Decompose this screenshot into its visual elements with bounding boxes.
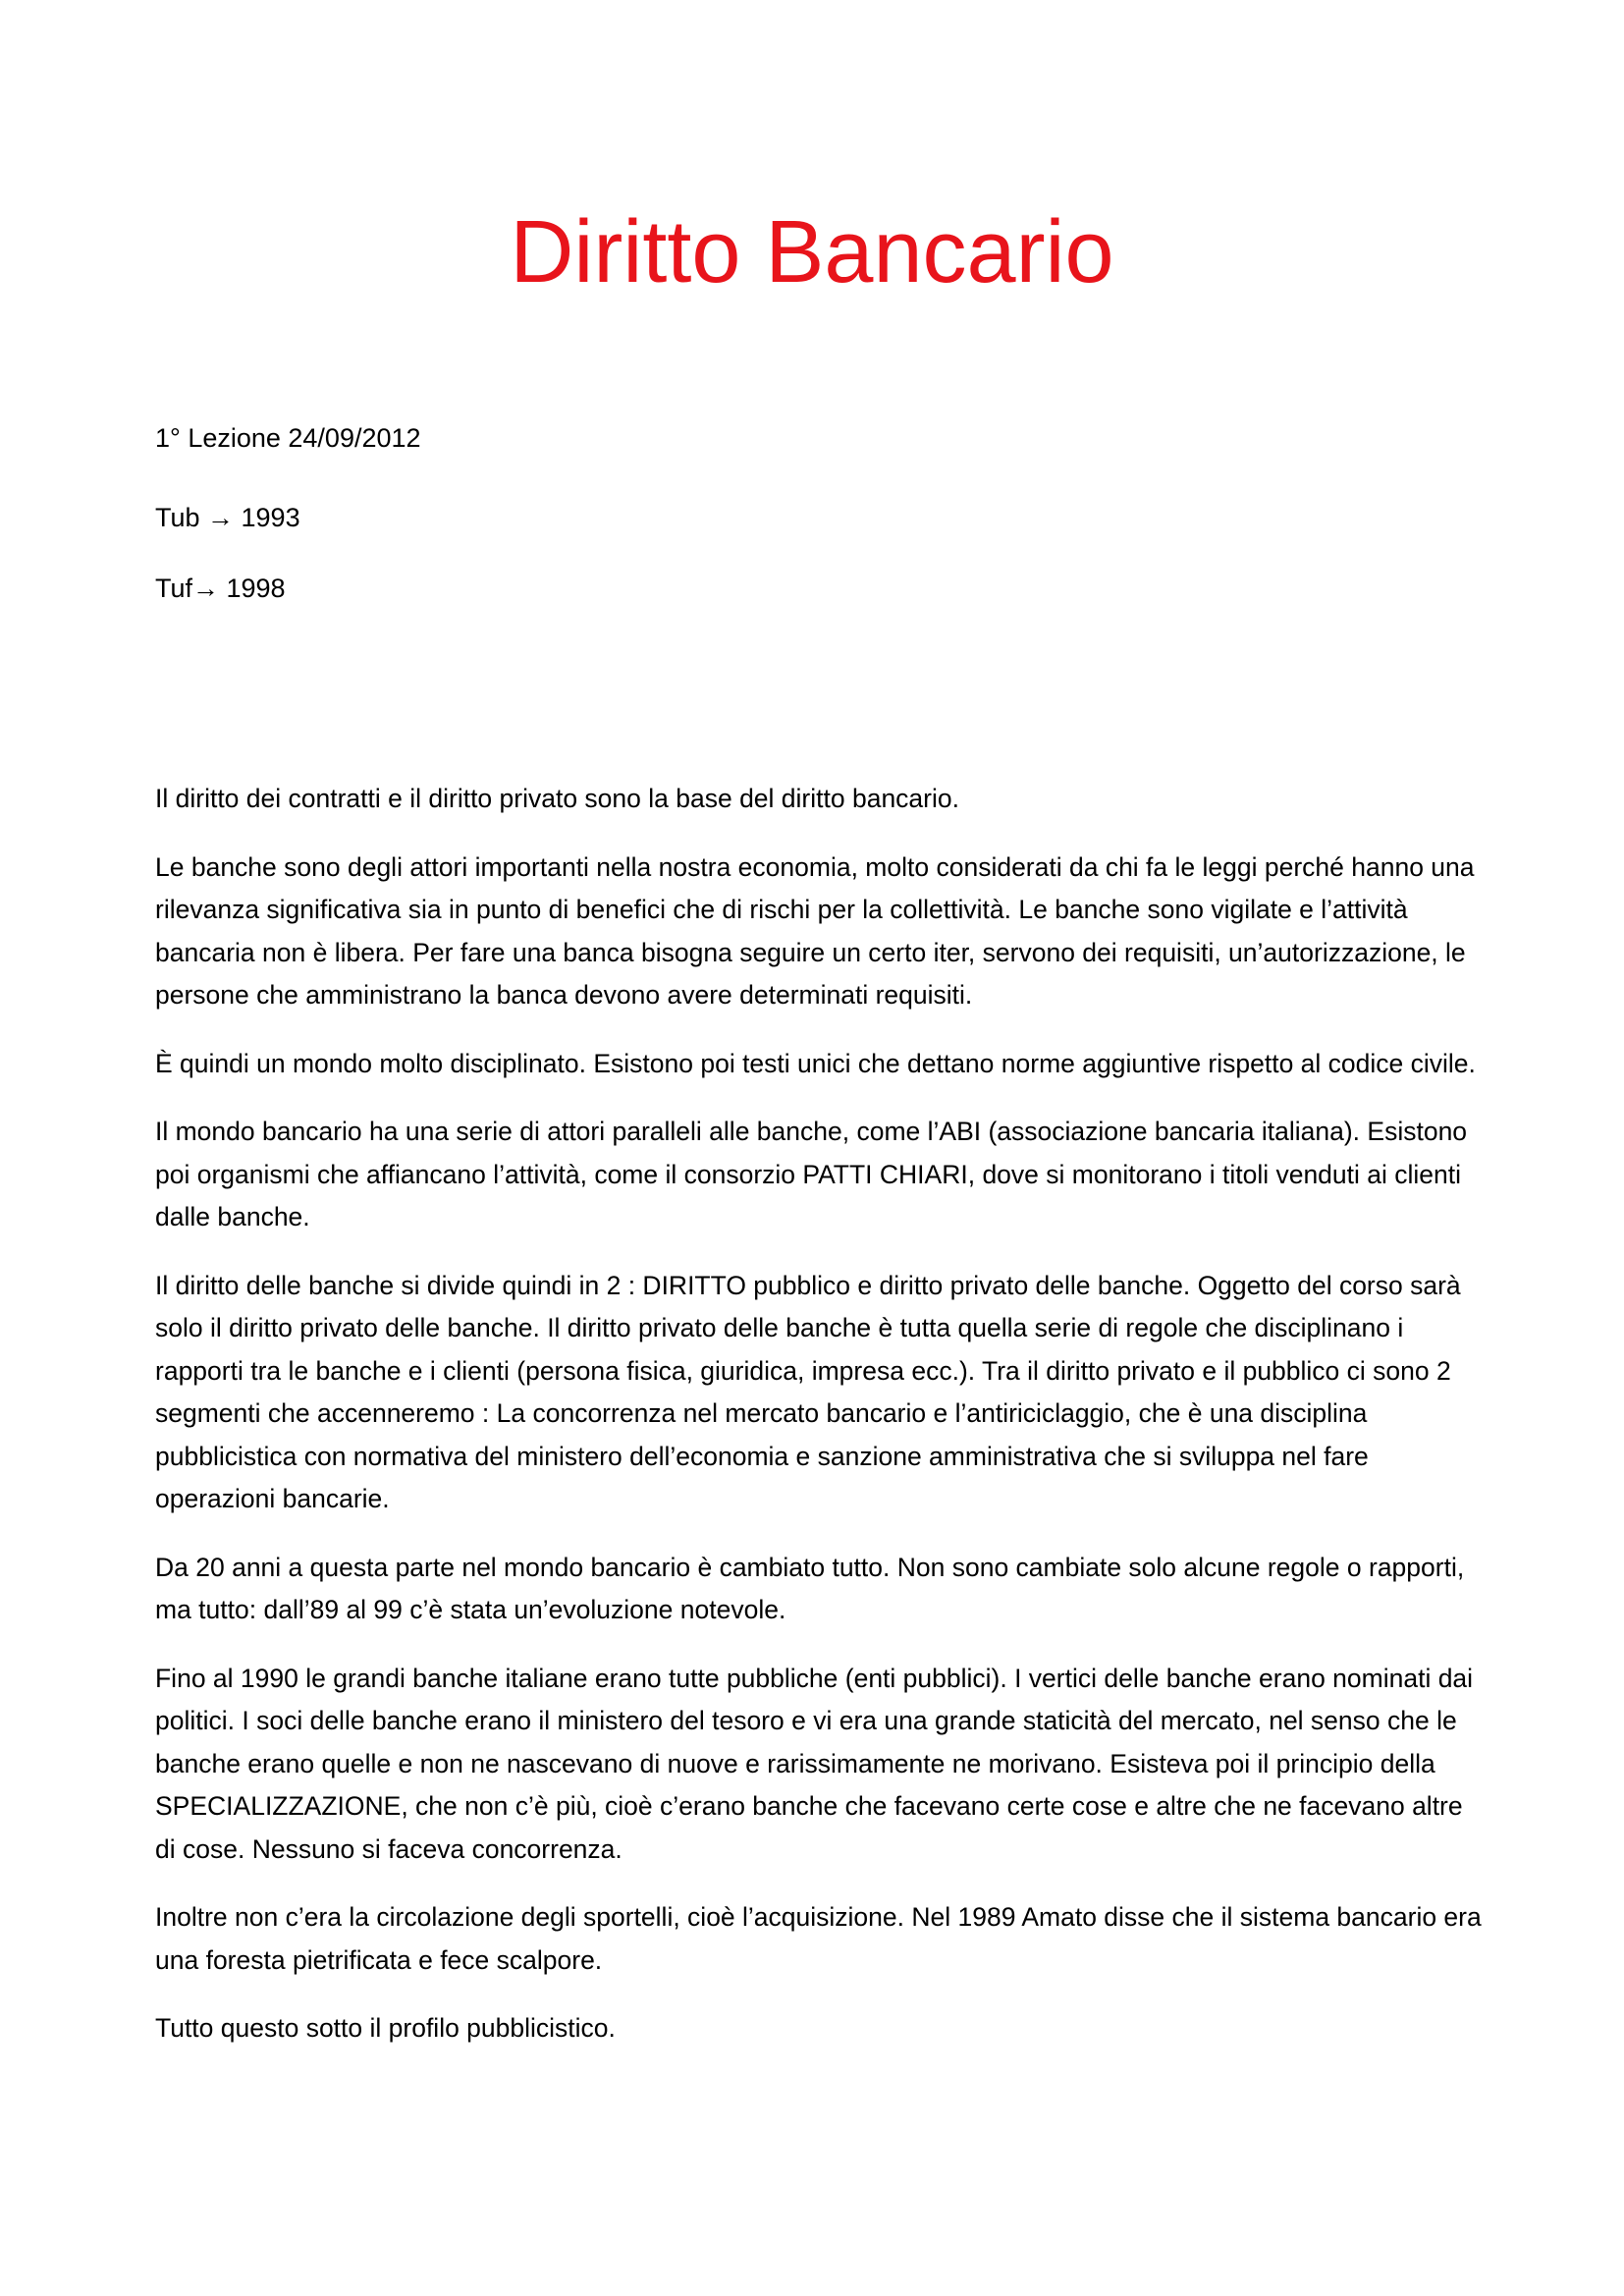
lesson-date: 1° Lezione 24/09/2012 [155, 423, 421, 453]
paragraph: Inoltre non c’era la circolazione degli sportelli, cioè l’acquisizione. Nel 1989 Amato disse che il sistema bancario era una foresta pietrificata e fece scalpore. [155, 1902, 1482, 1975]
document-body [155, 778, 1483, 2076]
tub-note: Tub → 1993 [155, 503, 300, 532]
paragraph: Il mondo bancario ha una serie di attori paralleli alle banche, come l’ABI (associazione bancaria italiana). Esistono poi organismi che affiancano l’attività, come il consorzio PATTI CHIARI, dove si monitorano i titoli venduti ai clienti dalle banche. [155, 1117, 1468, 1231]
paragraph: È quindi un mondo molto disciplinato. Esistono poi testi unici che dettano norme aggiuntive rispetto al codice civile. [155, 1048, 1476, 1078]
paragraph: Il diritto delle banche si divide quindi in 2 : DIRITTO pubblico e diritto privato delle banche. Oggetto del corso sarà solo il diritto privato delle banche. Il diritto privato delle banche è tutta quella serie di regole che disciplinano i rapporti tra le banche e i clienti (persona fisica, giuridica, impresa ecc.). Tra il diritto privato e il pubblico ci sono 2 segmenti che accenneremo : La concorrenza nel mercato bancario e l’antiriciclaggio, che è una disciplina pubblicistica con normativa del ministero dell’economia e sanzione amministrativa che si sviluppa nel fare operazioni bancarie. [155, 1270, 1461, 1513]
document-title: Diritto Bancario [510, 203, 1114, 301]
tuf-note: Tuf→ 1998 [155, 574, 286, 603]
paragraph: Da 20 anni a questa parte nel mondo bancario è cambiato tutto. Non sono cambiate solo alcune regole o rapporti, ma tutto: dall’89 al 99 c’è stata un’evoluzione notevole. [155, 1552, 1465, 1624]
paragraph: Fino al 1990 le grandi banche italiane erano tutte pubbliche (enti pubblici). I vertici delle banche erano nominati dai politici. I soci delle banche erano il ministero del tesoro e vi era una grande staticità del mercato, nel senso che le banche erano quelle e non ne nascevano di nuove e rarissimamente ne morivano. Esisteva poi il principio della SPECIALIZZAZIONE, che non c’è più, cioè c’erano banche che facevano certe cose e altre che ne facevano altre di cose. Nessuno si faceva concorrenza. [155, 1663, 1474, 1864]
paragraph: Il diritto dei contratti e il diritto privato sono la base del diritto bancario. [155, 784, 959, 813]
paragraph: Tutto questo sotto il profilo pubblicistico. [155, 2013, 616, 2043]
paragraph: Le banche sono degli attori importanti nella nostra economia, molto considerati da chi fa le leggi perché hanno una rilevanza significativa sia in punto di benefici che di rischi per la collettività. Le banche sono vigilate e l’attività bancaria non è libera. Per fare una banca bisogna seguire un certo iter, servono dei requisiti, un’autorizzazione, le persone che amministrano la banca devono avere determinati requisiti. [155, 851, 1475, 1010]
